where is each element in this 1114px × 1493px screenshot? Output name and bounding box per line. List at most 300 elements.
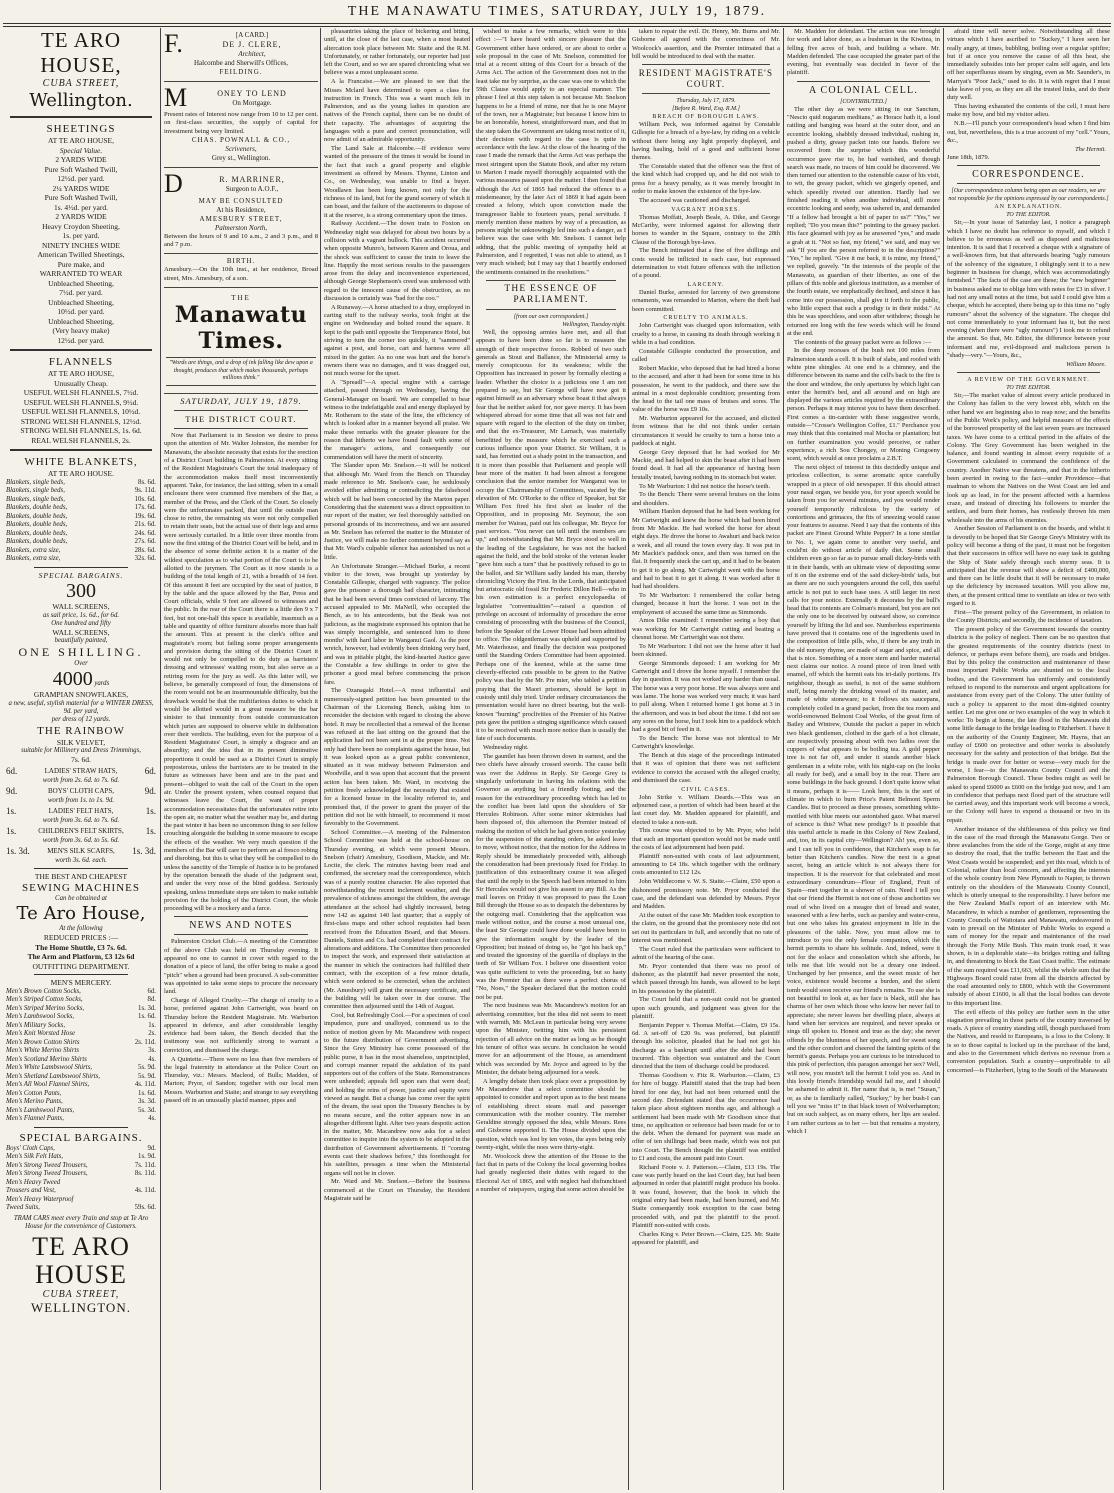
- snowflakes-quantity: [4, 668, 158, 690]
- sheeting-line: WARRANTED TO WEAR: [39, 269, 123, 278]
- article-paragraph: Another Session of Parliament is on the boards, and whilst it is devoutly to be hoped that Sir George Grey's Ministry with its policy will become a thing of the past, it must not be forgotten that their successors in office will have no easy task in guiding the Ship of State safely through such stormy seas. It is anticipated that the revenue will show a deficit of £400,000, and there can be little doubt that it will be necessary to make up the deficiency by increased taxation. Will you allow me, then, at the present critical time to ventilate an idea or two with regard to it.: [947, 525, 1110, 608]
- item-price: 4s.: [148, 1115, 156, 1122]
- architect-town: FEILDING.: [219, 68, 263, 76]
- item-name: Blankets, extra size,: [6, 555, 61, 562]
- mercery-row: [6, 1047, 156, 1056]
- ad-city: Wellington.: [29, 90, 133, 111]
- item-price: 21s. 6d.: [134, 521, 156, 528]
- article-paragraph: The present policy of the Government towards the country districts is the policy of neglect. There can be no question that the greatest requirements of the country districts (next to defence, or perhaps even before them), are roads and bridges. But by this policy the construction and maintenance of these most important Public Works are shunted on to the local bodies, and the Government has uniformly and consistently refused to respond to the numerous and urgent applications for assistance from every part of the Colony. The utter futility of such a policy is apparent to the most dim-sighted country settler. Let me give one or two examples of the way in which it works: To begin at home, the late flood in the Manawatu did some little damage to the bridge leading to Fitzherbert. I have it on the authority of the County Engineer, Mr. Hayns, that an outlay of £600 on protective and other works is absolutely necessary for the safety and protection of that bridge. But the bridge is made over for better or worse—very much for the worse, I fear—to the Manawatu County Council and the Palmerston Borough Council. These bodies might as well be asked to spend £6000 as £600 on the bridge just now, and I am in confidence that perhaps next flood part of the structure will be carried away, and this important work will become a wreck, or the Colony will have to expend a thousand or two in its repair.: [947, 625, 1110, 824]
- item-price: 10s. 6d.: [134, 495, 156, 503]
- sheetings-heading: SHEETINGS: [46, 123, 116, 135]
- marriner-role: Surgeon to A.O.F.,: [225, 184, 279, 193]
- flannels-heading: FLANNELS: [48, 356, 114, 368]
- article-paragraph: The other day as we were sitting in our Sanctum, "Nescio quid nugarum meditans," as Horace hath it, a loud rattling and banging was heard at the outer door, and an eccentric looking, shabbily dressed individual, rushing in, pushed a dirty, greasy packet into our hands. Before we recovered from the surprise which this wonderful occurrence gave rise to, he had vanished, and though search was made, no traces of him could be discovered. We then turned our attention to the ostensible cause of his visit, to wit, the greasy packet, which we gingerly opened, and which speedily riveted our attention. Hardly had we finished reading it when another individual, still more eccentric looking and seedy, was ushered in, and demanded "If a fellow had brought a bit of paper to us?" "Yes," we replied; "Do you mean this?" pointing to the greasy packet. His face gleamed with joy as he answered "yes," and made a grab at it. "Not so fast, my friend," we said, and may we ask "If you are the person referred to in the description?" "Yes," he replied. "Give it me back, it is mine, my friend," we replied, gravely. "In the interests of the people of the Manawatu, as guardian of their liberties, as one of the pillars of this noble and glorious institution, as a member of the fourth estate, we emphatically declined, and since it has come into our possession, shall give it forth to the public, who little expect that such a prodigy is in their midst." At this he was speechless, and soon after withdrew; though he returned ere long with the few words which will be found at the end.: [787, 105, 940, 337]
- article-paragraph: The Land Sale at Halcombe.—If evidence were wanted of the pressure of the times it would be found in the fact that such a grand property and eligible investment as offered by Messrs. Thynne, Linton and Co., on Wednesday, was unable to find a buyer. Woodlawn has been long known, not only for the richness of its land, but for the grand scenery of which it can boast, and the failure of the auctioneers to dispose of it at the reserve, is a strong commentary upon the times.: [324, 145, 470, 219]
- mercery-row: [6, 1073, 156, 1082]
- column-rule: [472, 28, 473, 1490]
- rm-subhead-cruelty: CRUELTY TO ANIMALS.: [663, 315, 749, 322]
- item-price: 2s.: [148, 1030, 156, 1037]
- essence-source: [from our own correspondent.]: [513, 313, 589, 320]
- item-price: 4s. 11d.: [134, 1081, 156, 1088]
- blankets-at: AT TE ARO HOUSE.: [48, 469, 114, 478]
- column-7: [947, 28, 1110, 1490]
- reduced-prices: REDUCED PRICES :—: [43, 933, 119, 942]
- article-paragraph: Sir,—In your issue of Saturday last, I notice a paragraph which I have no doubt has reference to myself, and which I believe to be erroneous as well as disposed and malicious intention. It is said that I received a cheque with a signature of a well-known firm, but that afterwards bearing "ugly rumours of the solvency of the signature, I obligingly sent it to a new beginner in business for change, which was accommodatingly furnished." The facts of the case are these; the "new beginner" in business asked me to oblige him with notes for £3 in silver. I had not any small notes at the time, but said I could give him a cheque, which he accepted, there being up to this time no "ugly rumours" about the solvency of the signature. The cheque did not come immediately to your informant has it, but the next evening (when there were "ugly rumours") I took me to refund the amount. So that, Mr. Editor, the difference between your informant and me, evil-disposed and malicious person is "shady—very."—Yours, &c.,: [947, 219, 1110, 359]
- masthead: THE MANAWATU TIMES, SATURDAY, JULY 19, 1879.: [347, 4, 767, 19]
- divider: [34, 567, 128, 568]
- article-paragraph: Now that Parliament is in Session we desire to press upon the attention of Mr. Walter Johnston, the member for Manawatu, the absolute necessity that exists for the erection of a District Court building in Palmerston. At every sitting of the Resident Magistrate's Court the total inadequacy of the accommodation makes itself most inconveniently apparent. Take, for instance, the last sitting, when in a small enclosure there were crammed five members of the Bar, a member of the Press, and the Clerk of the Court. So closely were the unfortunates packed, that until the outside man chose to retire, the remaining six were not only compelled to retain their seats, but the actual use of their legs and arms were seriously curtailed. In a little over three months from now the first sitting of the District Court will be held, and in the absence of some definite action it is a matter of the wildest speculation as to what portion of the Court is to be allotted to the jurymen. The Court as it now stands is a building of the total length of 21, with a breadth of 14 feet. Of this amount 8 feet are occupied by the seat of justice, 8 by the table and the space allowed by the Bar, Press and Court officials, while 9 feet are allowed to witnesses and the public. In the rear of the Court there is a little den 9 x 7 feet, but not one-half this space is available, inasmuch as a table and quantity of office furniture absorbs more than half the amount. This at present is the clerk's office and magistrate's room; but failing some proper arrangements and provision during the sitting of the District Court it would not only be compelled to do duty as barristers' dressing and witnesses' waiting room, but also serve as a retiring room for the jury as well. As this latter will, we believe, be generally composed of four, the dimensions of the room would not be an insurmountable difficulty, but the drawback would be that the multifarious duties to which it would be allotted would in a great measure be the bar sinister to that immunity from outside communication which juries are supposed to observe while in deliberation over their verdicts. The building, even for the purpose of a Resident Magistrates' Court, is simply a disgrace and an absurdity; and the idea that in its present diminutive proportions it could be used as a District Court is simply preposterous, unless the barristers are to be treated in the future as witnesses have been and are in the past and present—obliged to wait the call of the Court in the open air. Under the present system, when counsel request that witnesses leave the Court, the want of proper accommodation necessitates that the unfortunates retire into the open air, no matter what the weather may be, and during the past winter it has been no uncommon thing to see fellow crouching alongside the building in some measure to escape the effects of the weather. We very much question if the members of the Bar will care to perform an al fresco robing and disrobing, but this is what they will be compelled to do unless the sanctity of the Temple of Justice is to be profaned by the operation beneath the shade of the judgment seat, and under the very nose of the blind goddess. Seriously speaking, unless immediate steps are taken to make suitable provision for the holding of the District Court, the whole proceeding will be a mockery and a farce.: [164, 432, 318, 913]
- sheeting-line: 12½d. per yard.: [57, 174, 105, 183]
- flannel-line: USEFUL WELSH FLANNELS, 7½d.: [23, 388, 139, 397]
- sheeting-line: 10½d. per yard.: [57, 307, 105, 316]
- article-paragraph: afraid time will never solve. Notwithstanding all these virtues which I have ascribed to "Suckey," I have seen her really angry, at times, bubbling, boiling over a regular spitfire; but if at once you remove the cause of all this heat, she immediately subsides into her proper calm self again, and lets off her superfluous steam by singing, even as Mr. Saunder's, in Marryat's "Poor Jack," used to do. It is with regret that I must take leave of you, as they are all the trusted links, and do their duty well.: [947, 28, 1110, 102]
- ad-street-footer: CUBA STREET,: [42, 1288, 120, 1300]
- item-price: 59s. 6d.: [134, 1204, 156, 1211]
- item-name: Blankets, single beds,: [6, 495, 65, 503]
- william-moore-signature: William Moore.: [1066, 360, 1106, 368]
- card-money-to-lend: [164, 82, 318, 168]
- palmerston-north: Palmerston North,: [214, 223, 268, 232]
- offer-worth: worth from 3s. 6d. to 7s. 6d.: [42, 816, 120, 824]
- item-price: 5s. 3d.: [138, 1106, 156, 1114]
- item-price: 24s. 6d.: [134, 529, 156, 537]
- item-name: Men's Knit Worsted Hose: [6, 1030, 75, 1037]
- article-paragraph: Mr. Woolcock drew the attention of the House to the fact that in parts of the Colony the local governing bodies had greatly neglected their duties with regard to the Electoral Act of 1865, and with neglect had disfranchised a number of ratepayers, urging that some action should be: [476, 1152, 626, 1193]
- sheeting-line: Unbleached Sheeting,: [48, 297, 114, 307]
- grampian-snowflakes: GRAMPIAN SNOWFLAKES,: [33, 690, 129, 699]
- item-name: Men's Cotton Pants,: [6, 1089, 62, 1097]
- item-price: 17s. 6d.: [134, 504, 156, 511]
- item-price: 3s.: [148, 1047, 156, 1054]
- item-name: Men's Scotland Merino Shirts: [6, 1055, 87, 1063]
- column-rule: [320, 28, 321, 1490]
- bargain-row: [6, 1145, 156, 1154]
- article-paragraph: Well, the opposing armies have met, and all that appears to have been done so far is to measure the strength of their respective forces. Robbed of two such generals as Stout and Ballance, the Ministerial army is merely conspicuous for its weakness; while the Opposition has increased in power by formally electing a leader. Whether the choice is a judicious one I am not prepared to say, but Sir George will have now got it against himself as an adversary whose boast it that always fear that he neither asked for, nor gave mercy. It has been whispered abroad for some time that all was not fair and square with regard to the election of the duty on timber, and that the ex-Treasurer, Mr Larnach, was materially benefitted by the measure which he exercised such a curious influence upon your District. Sir William, it is said, has ferretted out a shady point in the transaction, and it is more than possible that Parliament and people will hear more of the matter. It had been almost a foregone conclusion that the senior member for Wanganui was to occupy the Chairmanship of Committees, vacated by the elevation of Mr. O'Rorke to the office of Speaker, but Sir William Fox fired his first shot as leader of the Opposition, and in proposing Mr. Seymour, the son member for Wairau, paid out his colleague, Mr. Bryce for past services. "You never can tell until the members are up," and notwithstanding that Mr. Bryce stood so well in the leading of the Legislature, he was not the backed against the field, and the bold stroke of the veteran leader "gave him such a turn" that he positively refused to go to the ballot, and Sir William sadly landed his man, thereby chronicling Victory the First. In the Lords, that anticipated but aristocratic old fossil Sir Frederic Dillon Bell—who in his own estimation is a perfect encyclopaedia of legislative "conventualities"—raised a question of privilege on account of informality of procedure the error consisting of proceeding with the business of the Council, before the Speaker of the Lower House had been admitted to office. The oldgentleman was upheld and supported by Mr. Waterhouse, and finally the decision was postponed until the Standing Orders Committee had been appointed. Perhaps one of the keenest, while at the same time cleverly-effected cuts possible to be given to the Native policy was that by the Mr. Pre mier, who tabled a petition praying that the Maori prisoners, should be kept in custody until duly tried. Under ordinary circumstances the presentation would have no direct bearing, but the well-known "burning" proclivities of the Premier of his Native pets gave the petition a stinging significance which caused it to be received with much more notice than is usually the fate of such documents.: [476, 328, 626, 743]
- bargains-list: [4, 1145, 158, 1213]
- special-bargains-heading-2: SPECIAL BARGAINS.: [19, 1131, 143, 1144]
- mercery-row: [6, 1098, 156, 1107]
- item-name: Men's Strong Tweed Trousers,: [6, 1161, 88, 1169]
- birth-heading: BIRTH.: [226, 257, 256, 266]
- item-name: Blankets, double beds,: [6, 521, 68, 528]
- grampian-price: 9d. per yard,: [63, 707, 99, 715]
- masthead-rule-lower: [3, 26, 1111, 27]
- item-name: Men's Brown Cotton Socks,: [6, 987, 81, 995]
- article-paragraph: John Widdlecome v. W. S. Staite.—Claim, £50 upon a dishonored promissory note. Mr. Pryor conducted the case, and the defendant was defended by Messrs. Pryor and Madden.: [632, 878, 780, 911]
- article-paragraph: To Mr Warburton: I did not see the horse after it had been skinned.: [632, 642, 780, 658]
- article-paragraph: A la Francaise.—We are pleased to see that the Misses Mclard have determined to open a class for instruction in French. This was a want much felt in Palmerston, and as the young ladies in question are natives of the French capital, there can be no doubt of their capacity. The advantages of acquiring the languages with a pure and correct pronunciation, will now admit of an admirable opportunity.: [324, 78, 470, 144]
- article-paragraph: Mr. Warburton appeared for the accused, and elicited from witness that he did not think under certain circumstances it would be cruelty to turn a horse into a paddock at night.: [632, 415, 780, 448]
- rainbow-heading: THE RAINBOW: [37, 724, 125, 737]
- flannel-line: REAL WELSH FLANNELS, 2s.: [31, 435, 131, 445]
- item-name: Men's Striped Cotton Socks,: [6, 996, 83, 1003]
- article-paragraph: Sir,—The market value of almost every article produced in the Colony has fallen to the very lowest ebb, which on the other hand we are beginning also to reap now; and the benefits of the Public Work's policy, and helpful measure of the effects of the borrowed prosperity of the last seven years are increased taxes. We have come to a critical period in the affairs of the Colony. The Grey Government has been weighed in the balance, and found wanting in almost every requisite of a Government calculated to command the confidence of the country. Another Native war threatens, and that in the hitherto been averted in owing to the fact—under Providence—that madman to whom the Natives on the West Coast are led and look up as lead, in for the present affected with a harmless craze, and instead of directing his followers to murder the settlers, and burn their homes, has restlessly thrown his men wholesale into the arms of his enemies.: [947, 392, 1110, 524]
- divider: [34, 1127, 128, 1128]
- item-price: 9s. 11d.: [134, 487, 156, 494]
- blanket-row: [6, 521, 156, 530]
- arm-platform-price: The Arm and Platform, £3 12s 6d: [27, 952, 135, 961]
- home-shuttle-price: The Home Shuttle, £3 7s. 6d.: [35, 942, 127, 952]
- pownall-name: CHAS. POWNALL & CO.,: [191, 135, 291, 144]
- can-be-obtained: Can be obtained at: [55, 895, 107, 902]
- article-paragraph: George Simmonds deposed: I am working for Mr Cartwright and I drove the horse myself. I remember the day in question. It was not worked any harder than usual. The horse was a very poor horse. He was always sore and was lame. The horse was worked very much; it was hard to pull along. When I returned home I got home at 3 in the afternoon, and was in bed about the time. I did not see any sores on the horse, but I took him to a paddock which had a good bit of feed in it.: [632, 659, 780, 734]
- article-paragraph: Cool, but Refreshingly Cool.—For a specimen of cool impudence, pure and unalloyed, commend us to the notice of motion given by Mr. Macandrew with respect to the future distribution of Government advertising. Since the Grey Ministry has come possessed of the public purse, it has in the most shameless, unprincipled, and corrupt manner repaid the adulation of its paid supporters out of the coffers of the State. Remonstrances were unheeded; appeals fell upon ears that were deaf; and holding the reins of power, justice and equity were viewed as naught. But a change has come over the spirit of the dream, the seat upon the Treasury Benches is by no means secure, and the rotter appears now in an altogether different light. After two years despotic action in the matter, Mr. Macandrew now asks for a select committee to inquire into the system to be adopted in the distribution of Government advertisements. If "coming events cast their shadows before," this forethought for his satellites, presages a time when the Ministerial organs will not be in clover.: [324, 1012, 470, 1177]
- item-name: Men's Brown Cotton Shirts: [6, 1038, 80, 1046]
- one-hundred-fifty: One hundred and fifty: [51, 619, 111, 627]
- offer-label: MEN'S SILK SCARFS,: [47, 846, 115, 855]
- article-paragraph: George Grey deposed that he had worked for Mr Mackie, and had helped to skin the beast after it had been found dead. It had all the appearance of having been brutally treated, having nothing in its stomach but water.: [632, 448, 780, 481]
- card-label: [A CARD.]: [235, 31, 269, 39]
- best-cheapest: THE BEST AND CHEAPEST: [34, 871, 128, 881]
- blanket-row: [6, 538, 156, 547]
- blanket-row: [6, 479, 156, 488]
- divider: [174, 934, 308, 935]
- rm-subhead-larceny: LARCENY.: [687, 282, 725, 289]
- article-paragraph: The Constable stated that the offence was the first of the kind which had cropped up, and he did not wish to press for a heavy penalty, as it was merely brought in order to make known the existence of the bye-law.: [632, 163, 780, 196]
- article-paragraph: A Runaway.—A horse attached to a dray, employed in carting stuff to the railway works, took fright at the engine on Wednesday and bolted round the square. It kept to the path until opposite the Temperance Hotel, but striving to turn the corner too quickly, it "sammered" against a post, and horse, cart and harness were all mixed in the gutter. As no one was hurt and the horse's owners there was no damages, and it was dragged out, not much worse for the upset.: [324, 303, 470, 378]
- ad-title: TE ARO HOUSE,: [40, 28, 122, 77]
- wall-screens-price: as sail price, 1s. 6d., for 6d.: [42, 611, 120, 619]
- column-2: [164, 28, 318, 1490]
- ad-title-footer: TE ARO HOUSE: [32, 1231, 130, 1289]
- item-price: 1s. 9d.: [138, 1153, 156, 1160]
- sheeting-line: 1s. per yard.: [62, 231, 100, 240]
- offer-label: LADIES' STRAW HATS,: [44, 766, 118, 775]
- column-3: [324, 28, 470, 1490]
- architect-name: DE J. CLERE,: [222, 40, 282, 49]
- article-paragraph: Mr. Pryor contended that there was no proof of dishonor, as the plaintiff had never presented the note, which passed through his hands, was allowed to be kept in his possession by the plaintiff.: [632, 962, 780, 995]
- item-name: Blankets, single beds,: [6, 487, 65, 494]
- divider: [957, 183, 1100, 184]
- article-paragraph: The Ozanagaki Hotel.—A most influential and numerously-signed petition has been presented to the Chairman of the Licensing Bench, asking him to reconsider the decision with regard to closing the above hotel. It may be recollected that a renewal of the license was refused at the last sitting on the ground that the application had not been sent in at the proper time. Not only had there been no complaints against the house, but it was looked upon as a great public convenience, situated as it was midway between Palmerston and Woodville, and it was upon that account that the present action has been taken. Mr. Ward, in receiving the petition freely acknowledged the necessity that existed for a licensed house in the locality referred to, and promised that, if the power to grant the prayer of the petition did not lie with himself, to recommend it most favorably to the Government.: [324, 687, 470, 828]
- money-to-lend-body: Present rates of Interest now range from 10 to 12 per cent. on first-class securities, the supply of capital for investment being very limited.: [164, 111, 318, 135]
- item-name: Blankets, double beds,: [6, 512, 68, 520]
- offer-price-left: 1s.: [6, 825, 17, 836]
- newspaper-nameplate: [164, 288, 318, 394]
- offer-label: LADIES' FELT HATS,: [48, 806, 114, 815]
- blankets-heading: WHITE BLANKETS,: [24, 456, 138, 468]
- news-notes-heading: NEWS AND NOTES: [189, 920, 293, 932]
- mercery-row: [6, 1090, 156, 1099]
- article-paragraph: Richard Foote v. J. Patterson.—Claim, £13 19s. The case was partly heard on the last Court day, but had been adjourned in order that plaintiff might produce his books. It was found, however, that the book in which the original entry had been made, had been burned, and Mr. Staite consequently took exception to the case being proceeded with, and put the plaintiff to the proof. Plaintiff non-suited with costs.: [632, 1163, 780, 1229]
- item-name: Men's Lambswool Socks,: [6, 1013, 75, 1020]
- rm-larceny-section: [632, 289, 780, 314]
- article-paragraph: Constable Gillespie conducted the prosecution, and called: [632, 347, 780, 364]
- essence-place: Wellington, Tuesday night.: [562, 321, 626, 328]
- item-name: Blankets, double beds,: [6, 529, 68, 537]
- offer-price-right: 1s.: [145, 825, 156, 836]
- hermit-signature: The Hermit.: [1075, 145, 1106, 153]
- consulting-hours: Between the hours of 9 and 10 a.m., 2 and 3 p.m., and 8 and 7 p.m.: [164, 232, 318, 249]
- rm-borough-section: [632, 121, 780, 205]
- nameplate-title: Manawatu Times.: [174, 302, 308, 355]
- mercery-row: [6, 988, 156, 997]
- mercery-row: [6, 996, 156, 1005]
- sheeting-line: 2 YARDS WIDE: [55, 155, 107, 164]
- sheeting-line: 2 YARDS WIDE: [55, 212, 107, 221]
- sheeting-line: 12½d. per yard.: [57, 335, 105, 345]
- rm-subhead-civil: CIVIL CASES.: [681, 786, 731, 793]
- item-name: Boys' Cloth Caps,: [6, 1144, 55, 1152]
- article-paragraph: William Peck, was informed against by Constable Gillespie for a breach of a bye-law, by riding on a vehicle without there being any light properly displayed, and having hauling, hold of a good and sufficient horse themes.: [632, 121, 780, 162]
- architect-address: Halcombe and Sherwill's Offices,: [193, 59, 289, 67]
- article-paragraph: To the Bench: There were several bruises on the loins and shoulders.: [632, 491, 780, 507]
- divider: [642, 64, 770, 65]
- mercery-row: [6, 1013, 156, 1022]
- item-name: Blankets, double beds,: [6, 538, 68, 545]
- offer-price-left: 9d.: [6, 785, 18, 796]
- divider: [957, 372, 1100, 373]
- item-name: Blankets, single beds,: [6, 478, 65, 486]
- item-price: 6d.: [147, 987, 156, 995]
- rm-civil-section: [632, 794, 780, 1248]
- article-paragraph: This course was objected to by Mr. Pryor, who held that such an important question would not be made until the costs of last adjournment had been paid.: [632, 827, 780, 852]
- news-notes-article: [164, 938, 318, 1105]
- mens-mercery-heading: MEN'S MERCERY.: [50, 978, 112, 987]
- colonial-cell-contributed: [CONTRIBUTED.]: [840, 98, 887, 105]
- mercery-row: [6, 1056, 156, 1065]
- item-name: Men's Heavy Waterproof: [6, 1195, 74, 1203]
- at-the-following: At the following: [59, 925, 103, 932]
- special-value: Special Value.: [59, 145, 103, 155]
- column-rule: [783, 28, 784, 1490]
- may-be-consulted: MAY BE CONSULTED: [198, 196, 284, 205]
- grampian-description: a new, useful, stylish material for a WINTER DRESS,: [8, 699, 154, 707]
- over-label: Over: [74, 660, 88, 667]
- article-paragraph: In the deep recesses of the bush not 100 miles from Palmerston stands a cell. It is built of slabs, and roofed with white pine shingles. At one end is a chimney, and the difference between its name and the cell's back to the fire is the door and window, the only apertures by which light can enter the hermit's bed, and all around and on high are displayed the various articles required by the extraordinary person. Perhaps it may interest you to have them described. First comes a tin-canister with these suggestive words, outside—"Crosse's Wellington Coffee, £1." Perchance you may think that this contained real Mocha or plantation; but on further examination you would perceive, or rather experience, a rich Sou Chongey, or Moning Congoeny scent, which would at once proclaim a 2.B.T.: [787, 347, 940, 463]
- news-notes-continued: [324, 28, 470, 1203]
- mercery-row: [6, 1115, 156, 1124]
- sheeting-line: Pure make, and: [57, 259, 105, 269]
- mercery-row: [6, 1039, 156, 1048]
- blanket-row: [6, 530, 156, 539]
- flannel-line: STRONG WELSH FLANNELS, 12½d.: [20, 416, 142, 426]
- item-name: Men's All Wool Flannel Shirts,: [6, 1081, 90, 1088]
- offer-price-left: 1s. 3d.: [6, 845, 30, 856]
- article-paragraph: Thus having exhausted the contents of the cell, I must here make my bow, and bid my visitor adieu.: [947, 103, 1110, 119]
- ad-street: CUBA STREET,: [42, 78, 120, 89]
- sheeting-line: Pure Soft Washed Twill,: [44, 193, 118, 202]
- card-architect: [164, 28, 318, 82]
- divider: [486, 309, 616, 310]
- rm-court-date: Thursday, July 17, 1879.: [676, 98, 736, 105]
- article-paragraph: William Hanlon deposed that he had been working for Mr Cartwright and knew the horse which had been hired from Mr Mackie. He had worked the horse for about eight days. He drove the horse to Awahuri and back twice a week, and all round the town every day. It was put in Mr Mackie's paddock once, and then was turned on the flat. It frequently stuck the cart up, and it had to be beaten to get it to go along. Mr Cartwright went with the horse and had to beat it to get it along. It was worked after it had had shoulders.: [632, 508, 780, 591]
- item-price: 8d.: [147, 996, 156, 1003]
- article-paragraph: N.B.—I'll punch your correspondent's head when I find him out, but, nevertheless, this is a true account of my "cell." Yours, &c.,: [947, 120, 1110, 144]
- on-mortgage: On Mortgage.: [232, 99, 272, 107]
- sheeting-line: 7½d. per yard.: [59, 288, 103, 297]
- birth-body: Amesbury.—On the 10th inst., at her residence, Broad street, Mrs. Amesbury, of a son.: [164, 266, 318, 282]
- blanket-row: [6, 555, 156, 564]
- bargain-row: [6, 1179, 156, 1188]
- review-heading: A REVIEW OF THE GOVERNMENT.: [967, 377, 1090, 384]
- nameplate-the: THE: [231, 294, 251, 303]
- flannel-line: USEFUL WELSH FLANNELS, 10½d.: [21, 407, 141, 416]
- card-initial: F.: [164, 29, 183, 58]
- wall-screen-count: 300: [66, 580, 96, 602]
- article-paragraph: Thomas Goodison v. Fitz R. Warburton.—Claim, £3 for hire of buggy. Plaintiff stated that the trap had been hired for one day, but had not been returned until the second day. Defendant stated that the occurrence had taken place about eighteen months ago, and although a settlement had been made with Mr Goodison since that time, no application or reference had been made for or to the debt. When the demand for payment was made an offer of ten shillings had been made, which was not put into Court. The Bench thought the plaintiff was entitled to £1 and costs, the amount paid into Court.: [632, 1072, 780, 1163]
- sheeting-line: 2¼ YARDS WIDE: [52, 183, 110, 193]
- offer-price-left: 6d.: [6, 765, 18, 776]
- outfitting-department: OUTFITTING DEPARTMENT.: [32, 961, 130, 971]
- hats-list: [4, 765, 158, 865]
- column-rule: [943, 28, 944, 1490]
- article-paragraph: The accused was cautioned and discharged.: [639, 196, 751, 204]
- divider: [10, 449, 152, 451]
- item-name: Men's Silk Felt Hats,: [6, 1153, 63, 1160]
- rainbow-description: suitable for Millinery and Dress Trimmings,: [21, 747, 141, 754]
- bargain-row: [6, 1187, 156, 1196]
- flannel-line: USEFUL WELSH FLANNELS, 9½d.: [23, 397, 139, 407]
- offer-label: BOYS' CLOTH CAPS,: [47, 786, 115, 795]
- rm-vagrant-section: [632, 214, 780, 281]
- rm-court-before: [Before R. Ward, Esq. R.M.]: [672, 106, 740, 113]
- item-price: 3s. 3d.: [138, 1098, 156, 1105]
- divider: [486, 280, 616, 281]
- item-price: 1s. 6d.: [138, 1089, 156, 1097]
- flannel-line: Unusually Cheap.: [54, 378, 108, 388]
- item-name: Men's White Lambswool Shirts,: [6, 1064, 93, 1071]
- divider: [10, 116, 152, 118]
- correspondence-heading: CORRESPONDENCE.: [972, 169, 1085, 181]
- mercery-row: [6, 1107, 156, 1116]
- item-price: 4s.: [148, 1055, 156, 1063]
- article-paragraph: Amos Dike examined: I remember seeing a boy that was working for Mr Cartwright cutting and beating a chesnut horse. Mr Cartwright was not there.: [632, 617, 780, 641]
- to-the-editor: TO THE EDITOR.: [1006, 212, 1051, 219]
- sheeting-line: American Twilled Sheetings,: [37, 250, 125, 259]
- sheeting-line: Heavy Croydon Sheeting,: [42, 221, 120, 231]
- article-paragraph: To the Bench: The horse was not identical to Mr Cartwright's knowledge.: [632, 734, 780, 751]
- article-paragraph: Wednesday night.: [483, 744, 529, 752]
- hermit-date: June 18th, 1879.: [947, 153, 990, 161]
- marriner-heading: R. MARRINER,: [219, 174, 285, 184]
- item-price: 28s. 6d.: [134, 546, 156, 554]
- sheeting-line: Unbleached Sheeting,: [48, 316, 114, 326]
- essence-of-parliament-article: [476, 329, 626, 1194]
- item-name: Blankets, double beds,: [6, 504, 68, 511]
- colonial-cell-article: [787, 106, 940, 1136]
- item-price: 5s. 9d.: [138, 1072, 156, 1080]
- divider: [957, 165, 1100, 166]
- yards-label: yards: [94, 680, 110, 687]
- hat-offer-row: [4, 845, 158, 857]
- article-paragraph: Charge of Alleged Cruelty.—The charge of cruelty to a horse, preferred against John Cartwright, was heard on Thursday before the Resident Magistrate. Mr. Warburton appeared in defence, and after considerable lengthy evidence had been taken, the Bench decided that the testimony was not sufficiently strong to warrant a conviction, and dismissed the charge.: [164, 996, 318, 1054]
- item-price: 32s. 6d.: [134, 555, 156, 562]
- offer-price-left: 1s.: [6, 805, 17, 816]
- article-paragraph: A "Spreadl"—A special engine with a carriage attached, passed through on Wednesday, having the General-Manager on board. We are compelled to bear witness to the indefatigable zeal and energy displayed by Mr. Rotheram to the state of the line, the efficiency of which is looked after in a manner beyond all praise. We make these remarks with the greater pleasure for the reason that hitherto we have found fault with some of the manager's actions, and consequently our commendation will have the merit of sincerity.: [324, 378, 470, 461]
- explanation-heading: AN EXPLANATION.: [994, 204, 1063, 211]
- divider: [642, 93, 770, 94]
- mercery-row: [6, 1064, 156, 1073]
- hat-offer-row: [4, 785, 158, 797]
- rainbow-price: 7s. 6d.: [71, 755, 91, 764]
- article-paragraph: First—The present policy of the Government, in relation to the County Districts; and secondly, the incidence of taxation.: [947, 608, 1110, 625]
- item-name: Blankets, extra size,: [6, 546, 61, 554]
- district-court-heading: THE DISTRICT COURT.: [185, 414, 297, 425]
- card-dr-marriner: [164, 168, 318, 255]
- sheeting-line: Unbleached Sheeting,: [48, 278, 114, 288]
- article-paragraph: The Court ruled that the particulars were sufficient to admit of the hearing of the case.: [632, 945, 780, 961]
- article-paragraph: At the outset of the case Mr. Madden took exception to the claim, on the ground that the promissory note did not set out its particulars in full, and secondly that no rate of interest was mentioned.: [632, 911, 780, 944]
- explanation-letter: [947, 219, 1110, 360]
- blanket-row: [6, 487, 156, 496]
- item-price: 27s. 6d.: [134, 538, 156, 545]
- item-name: Men's White Merino Shirts: [6, 1047, 80, 1054]
- divider: [174, 428, 308, 429]
- to-the-editor-2: TO THE EDITOR.: [1006, 385, 1051, 392]
- column-rule: [160, 28, 161, 1490]
- item-price: 7s. 11d.: [134, 1161, 156, 1169]
- divider: [34, 974, 128, 975]
- wall-screens-label-2: WALL SCREENS,: [52, 627, 110, 637]
- hat-offer-row: [4, 805, 158, 817]
- column-rule: [628, 28, 629, 1490]
- blankets-list: [4, 479, 158, 564]
- divider: [174, 916, 308, 917]
- item-name: Tweed Suits,: [6, 1204, 40, 1211]
- essence-of-parliament-heading: THE ESSENCE OF PARLIAMENT.: [504, 283, 598, 305]
- item-price: 1s. 6d.: [138, 1013, 156, 1020]
- item-price: 8s. 11d.: [134, 1170, 156, 1177]
- article-paragraph: The Court held that a non-suit could not be granted upon such grounds, and judgment was given for the plaintiff.: [632, 996, 780, 1020]
- item-price: 8s. 6d.: [138, 478, 156, 486]
- mercery-row: [6, 1022, 156, 1031]
- offer-label: CHILDREN'S FELT SKIRTS,: [38, 826, 124, 835]
- item-price: 1s.: [148, 1021, 156, 1029]
- item-name: Trousers and Vest,: [6, 1187, 56, 1194]
- hat-offer-row: [4, 825, 158, 837]
- item-price: 19s. 6d.: [134, 512, 156, 520]
- mercery-row: [6, 1081, 156, 1090]
- flannels-list: [4, 379, 158, 446]
- nameplate-motto: "Words are things, and a drop of ink falling like dew upon a thought, produces that which makes thousands, perhaps millions think.": [166, 357, 316, 386]
- sheeting-line: 1s. 4½d. per yard.: [54, 202, 108, 212]
- colonial-cell-continued: [947, 28, 1110, 145]
- item-name: Men's Strong Tweed Trousers,: [6, 1170, 88, 1177]
- amesbury-street: AMESBURY STREET,: [199, 214, 283, 223]
- sheeting-line: (Very heavy make): [52, 326, 110, 335]
- pownall-role: Scriveners,: [225, 144, 257, 153]
- article-paragraph: taken to repair the evil. Dr. Henry, Mr. Burns and Mr. Gisborne all agreed with the correctness of Mr. Woolcock's assertion, and the Premier intimated that a bill would be introduced to deal with the matter.: [632, 28, 780, 60]
- offer-worth: worth from 2s. 6d. to 7s. 6d.: [42, 776, 120, 784]
- item-price: 2s. 11d.: [134, 1038, 156, 1046]
- tram-cars-note: TRAM CARS meet every Train and stop at Te Aro House for the convenience of Customers.: [13, 1214, 149, 1230]
- article-paragraph: Railway Accident.—The down train to Foxton on Wednesday night was delayed for about two hours by a collision with a vagrant bullock. This accident occurred when opposite Munro's, between Karere and Oroua, and the shock was sufficient to cause the train to leave the line. Happily the most serious results to the passengers arose from the delay and inconvenience experienced, although George Stephenson's creed was undersood with regard to the innocent cause of the obstruction, as no discussion is certainly was "bad for the coo.": [324, 220, 470, 302]
- article-paragraph: The Bench at this stage of the proceedings intimated that it was of opinion that there was not sufficient evidence to convict the accused with the alleged cruelty, and dismissed the case.: [632, 752, 780, 784]
- sheetings-at: AT TE ARO HOUSE,: [48, 136, 114, 145]
- pownall-address: Grey st., Wellington.: [211, 153, 271, 162]
- rm-subhead-vagrant: VAGRANT HORSES.: [671, 206, 741, 213]
- correspondence-disclaimer: [Our correspondence column being open as our readers, we are not responsible for the opinions expressed by our correspondents.]: [948, 188, 1109, 203]
- item-name: Men's Flannel Pants,: [6, 1115, 64, 1122]
- article-paragraph: Mr. Ward and Mr. Snelson.—Before the business commenced at the Court on Thursday, the Resident Magistrate said he: [324, 1178, 470, 1203]
- mercery-row: [6, 1005, 156, 1014]
- sheetings-list: [4, 155, 158, 345]
- snowflakes-count: 4000: [52, 668, 93, 690]
- article-paragraph: School Committee.—A meeting of the Palmerston School Committee was held at the school-house on Thursday evening, at which were present Messrs. Snelson (chair) Amesbury, Goodison, Mackie, and Mr. Loctie, the clerk. The minutes having been read and confirmed, the secretary read the correspondence, which was of a purely routine character. He also reported that notwithstanding the recent inclement weather, and the prevalence of sickness amongst the children, the average attendance at the school had slightly increased, being now 142 as against 140 last quarter; that a supply of first-class maps and other school requisites had been received from the Education Board, and that Messrs. Daniels, Sutton and Co. had completed their contract for alterations and additions. The Committee then proceeded to inspect the work, and expressed their satisfaction at the manner in which the contractors had fulfilled their contract, with the exception of a few minor details, which were ordered to be corrected, when the architect (Mr. Amesbury) will grant the necessary certificate, and the building will be taken over in due course. The committee then adjourned until the 14th of August.: [324, 829, 470, 1011]
- offer-worth: worth from 1s. to 1s. 9d.: [47, 796, 115, 804]
- bargain-row: [6, 1170, 156, 1179]
- article-paragraph: The contents of the greasy packet were as follows :—: [794, 338, 932, 346]
- item-name: Men's Military Socks,: [6, 1021, 66, 1029]
- article-paragraph: An Unfortunate Stranger.—Michael Burke, a recent visitor to the town, was brought up yesterday by Constable Gillespie, charged with vagrancy. The police gave the prisoner a thorough bad character, intimating that he had been several times convicted of larceny. The accused appealed to Mr. MaNeill, who occupied the Bench, as to his antecedents, but the Beak was not judicious, as the magistrate expressed his opinion that he was simply incorrigible, and sentenced him to three months' with hard labor in Wanganui Gaol. As the poor wretch, however, had evidently been drinking very hard, and was in pitiable plight, the kind-hearted Justice gave the Constable a few shillings in order to give the prisoner a good meal before commencing the prison fare.: [324, 562, 470, 686]
- rm-subhead-borough: BREACH OF BOROUGH LAWS.: [652, 114, 760, 121]
- item-name: Men's Merino Pants,: [6, 1098, 63, 1105]
- bargain-row: [6, 1162, 156, 1171]
- item-price: 5s. 9d.: [138, 1064, 156, 1071]
- item-name: Men's Heavy Tweed: [6, 1178, 61, 1186]
- divider: [797, 81, 930, 82]
